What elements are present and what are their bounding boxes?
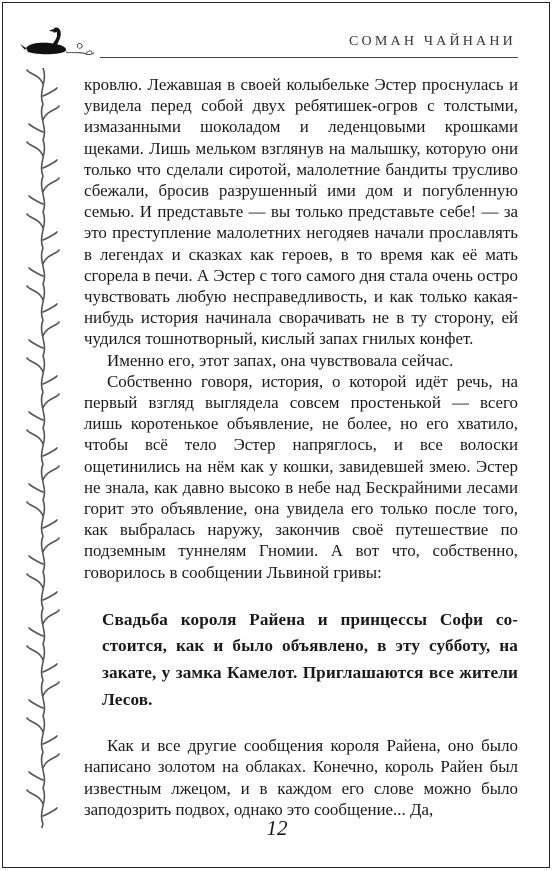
running-head: СОМАН ЧАЙНАНИ xyxy=(349,34,516,49)
swan-icon xyxy=(16,24,96,58)
vine-ornament-icon xyxy=(22,68,64,828)
header-rule xyxy=(100,57,518,58)
body-text xyxy=(84,74,518,820)
paragraph: Собственно говоря, история, о которой идёт речь, на первый взгляд выглядела совсем простенькой — всего лишь коротенькое объявление, не более, но его хватило, чтобы всё тело Эстер напряглось, и все волоски ощетинились на нём как у кошки, завидевшей змею. Эстер не знала, как давно высоко в небе над Бескрайними лесами горит это объявление, она увидела его только после того, как выбралась наружу, закончив своё путешествие по подземным туннелям Гномии. А вот что, собственно, говорилось в сообщении Львиной гривы: xyxy=(84,371,518,582)
paragraph: Именно его, этот запах, она чувствовала сейчас. xyxy=(107,350,454,370)
page-header xyxy=(0,22,554,62)
paragraph: Как и все другие сообщения короля Райена, оно было написано золотом на облаках. Конечно, король Райен был известным лжецом, и в каждом его слове можно было заподозрить подвох, однако это сообщение... Да, xyxy=(84,736,518,819)
page-number: 12 xyxy=(266,816,288,840)
paragraph: кровлю. Лежавшая в своей колыбельке Эстер проснулась и увидела перед собой двух ребятишек-огров с толстыми, измазанными шоколадом и леденцовыми крошками щеками. Лишь мельком взглянув на малышку, которую они только что сделали сиротой, малолетние бандиты трусливо сбежали, бросив разрушенный ими дом и погубленную семью. И представьте — вы только представьте себе! — за это преступление малолетних негодяев начали прославлять в легендах и сказках как героев, в то время как её мать сгорела в печи. А Эстер с того самого дня стала очень остро чувствовать любую несправедливость, и как только какая-нибудь история начинала сворачивать не в ту сторону, ей чудился тошнотворный, кислый запах гнилых конфет. xyxy=(84,75,518,349)
announcement-text: Свадьба короля Райена и принцессы Софи состоится, как и было объявлено, в эту субботу, на закате, у замка Камелот. Приглашаются все жители Лесов. xyxy=(102,609,518,709)
